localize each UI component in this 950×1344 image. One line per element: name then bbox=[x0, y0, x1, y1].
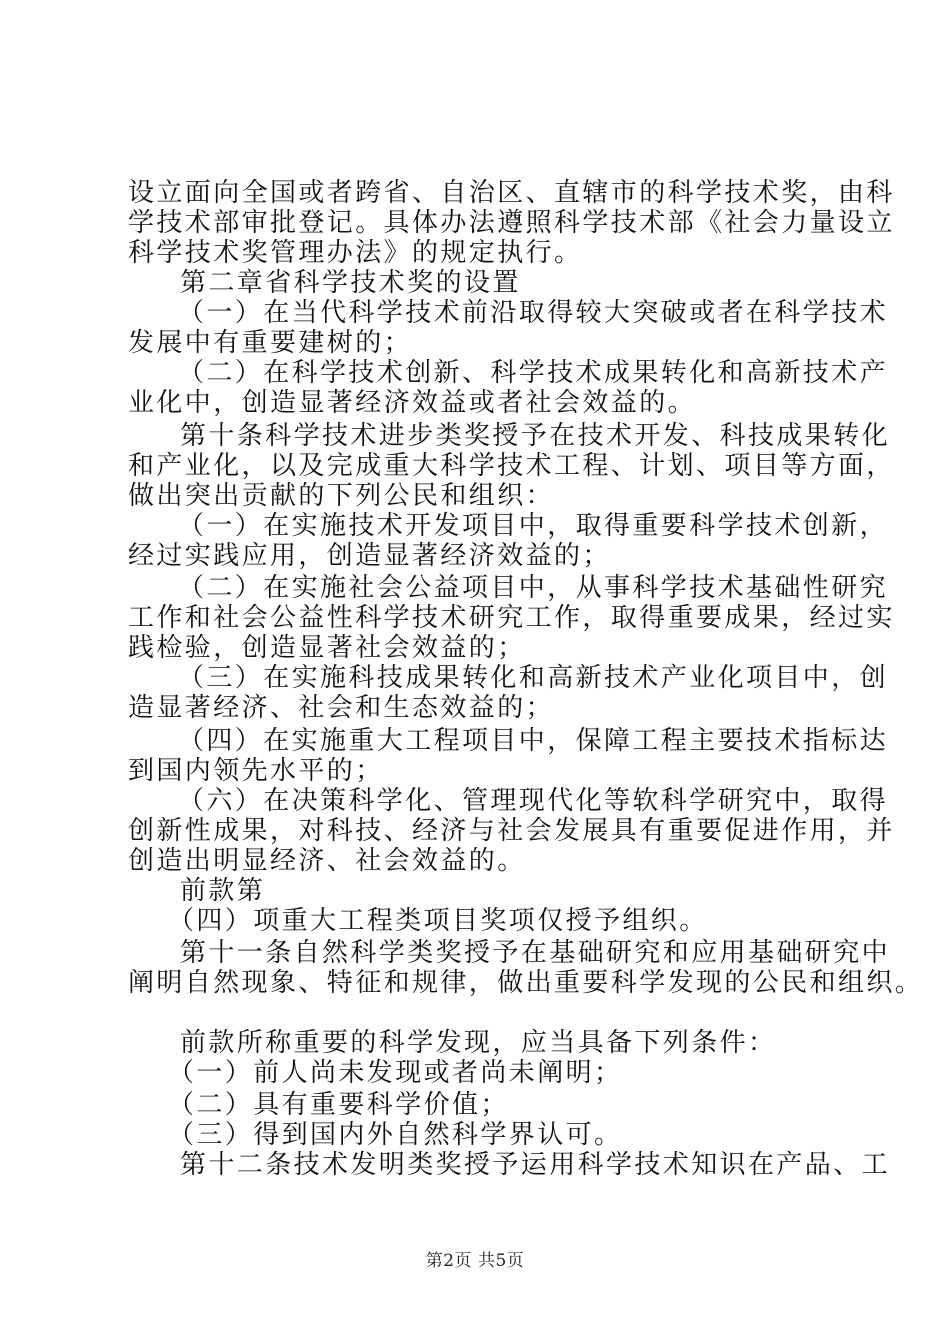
text-line: 第十一条自然科学类奖授予在基础研究和应用基础研究中 bbox=[180, 938, 891, 968]
text-line: 业化中，创造显著经济效益或者社会效益的。 bbox=[128, 388, 697, 418]
text-line: 经过实践应用，创造显著经济效益的； bbox=[128, 541, 611, 571]
text-line: （一）在实施技术开发项目中，取得重要科学技术创新， bbox=[178, 511, 889, 541]
text-line: 设立面向全国或者跨省、自治区、直辖市的科学技术奖，由科 bbox=[128, 178, 895, 208]
text-line: 造显著经济、社会和生态效益的； bbox=[128, 693, 555, 723]
text-line: （四）在实施重大工程项目中，保障工程主要技术指标达 bbox=[178, 726, 889, 756]
text-line: 前款第 bbox=[180, 876, 266, 906]
text-line: 做出突出贡献的下列公民和组织： bbox=[128, 481, 555, 511]
text-line: （六）在决策科学化、管理现代化等软科学研究中，取得 bbox=[178, 786, 889, 816]
text-line: （二）在科学技术创新、科学技术成果转化和高新技术产 bbox=[178, 358, 889, 388]
section-heading: 第二章省科学技术奖的设置 bbox=[180, 268, 521, 298]
text-line: 阐明自然现象、特征和规律，做出重要科学发现的公民和组织。 bbox=[128, 968, 924, 998]
text-line: 到国内领先水平的； bbox=[128, 756, 384, 786]
page-number-footer: 第2页 共5页 bbox=[425, 1251, 525, 1271]
text-line: （一）在当代科学技术前沿取得较大突破或者在科学技术 bbox=[178, 298, 889, 328]
text-line: 前款所称重要的科学发现，应当具备下列条件： bbox=[180, 1028, 777, 1058]
text-line: 学技术部审批登记。具体办法遵照科学技术部《社会力量设立 bbox=[128, 208, 895, 238]
text-line: （二）在实施社会公益项目中，从事科学技术基础性研究 bbox=[178, 573, 889, 603]
text-line: 第十二条技术发明类奖授予运用科学技术知识在产品、工 bbox=[180, 1150, 891, 1180]
text-line: 创新性成果，对科技、经济与社会发展具有重要促进作用，并 bbox=[128, 816, 895, 846]
text-line: 创造出明显经济、社会效益的。 bbox=[128, 846, 526, 876]
text-line: （三）得到国内外自然科学界认可。 bbox=[168, 1120, 623, 1150]
text-line: （三）在实施科技成果转化和高新技术产业化项目中，创 bbox=[178, 663, 889, 693]
text-line: 践检验，创造显著社会效益的； bbox=[128, 633, 526, 663]
text-line: 第十条科学技术进步类奖授予在技术开发、科技成果转化 bbox=[180, 421, 891, 451]
text-line: 和产业化，以及完成重大科学技术工程、计划、项目等方面， bbox=[128, 451, 895, 481]
text-line: 科学技术奖管理办法》的规定执行。 bbox=[128, 238, 583, 268]
text-line: 工作和社会公益性科学技术研究工作，取得重要成果，经过实 bbox=[128, 603, 895, 633]
text-line: 发展中有重要建树的； bbox=[128, 328, 413, 358]
text-line: （二）具有重要科学价值； bbox=[168, 1090, 509, 1120]
text-line: （一）前人尚未发现或者尚未阐明； bbox=[168, 1058, 623, 1088]
text-line: （四）项重大工程类项目奖项仅授予组织。 bbox=[168, 906, 708, 936]
